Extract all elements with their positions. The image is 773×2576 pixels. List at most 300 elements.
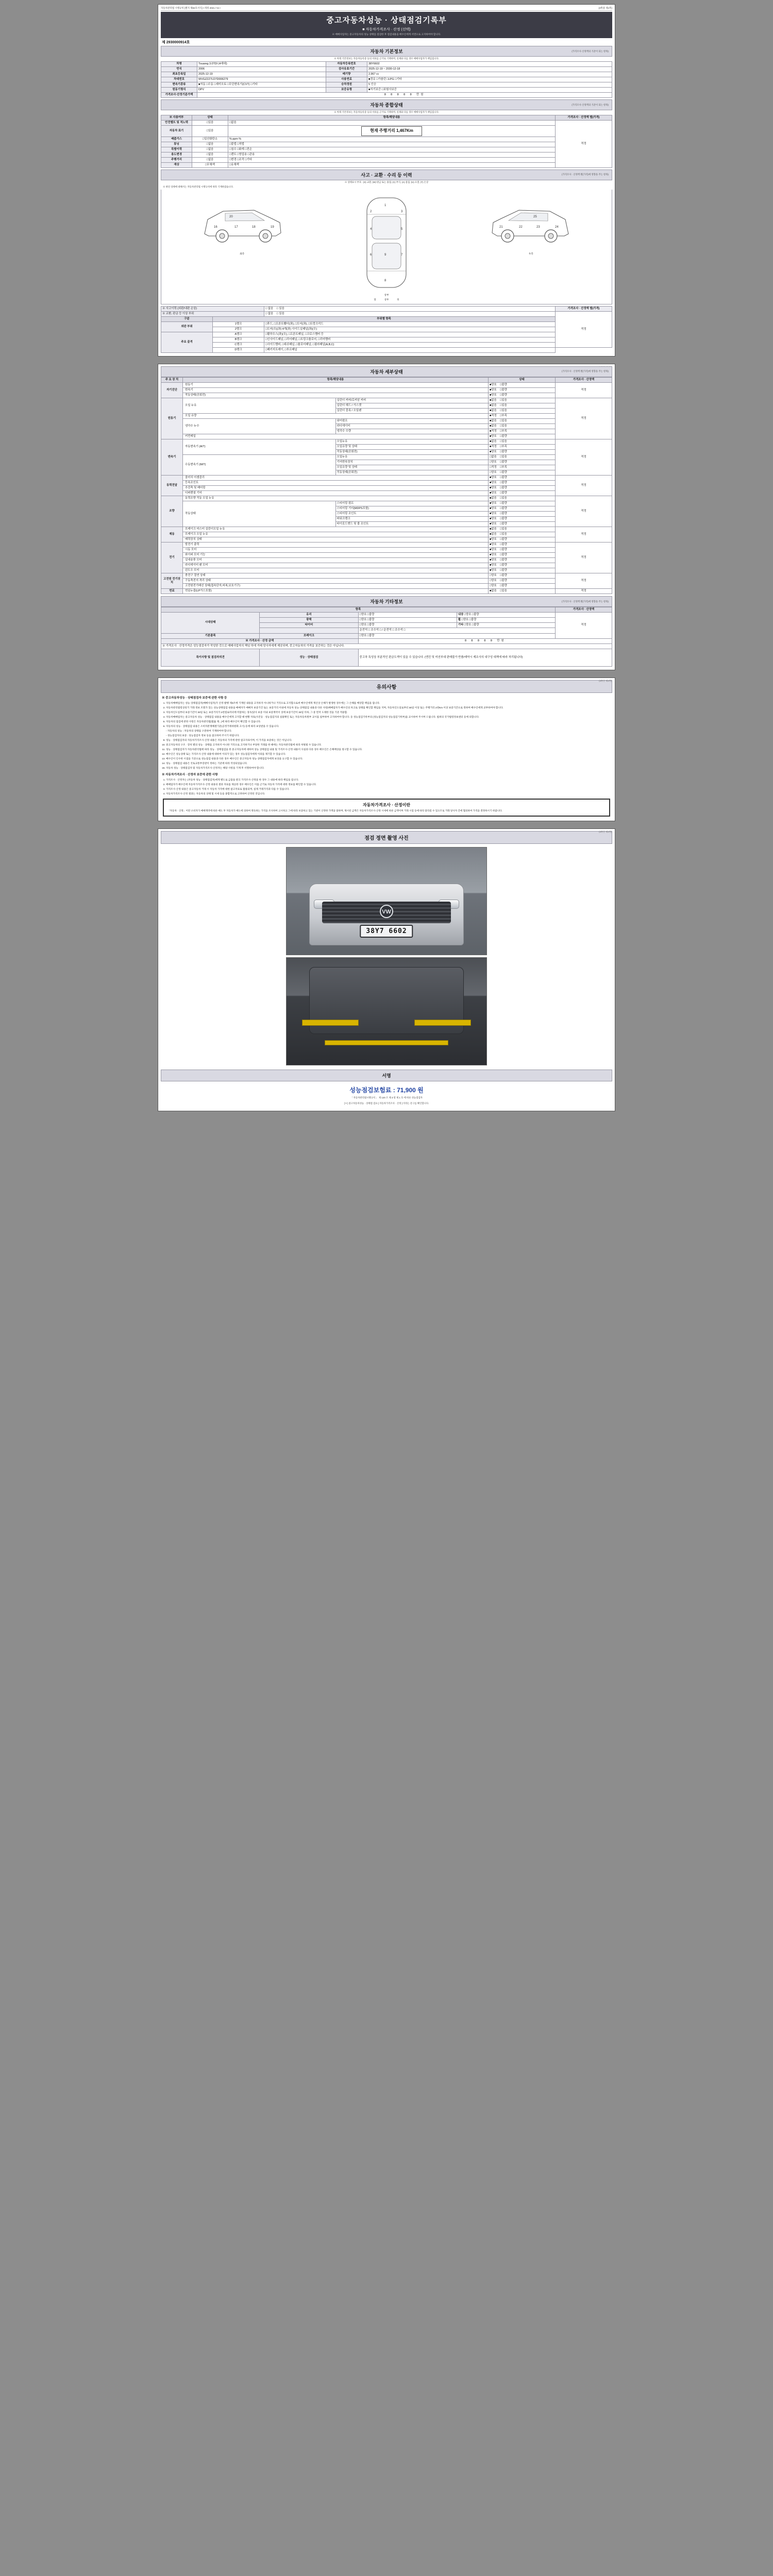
rank-a: A랭크 [213,332,264,337]
opt-good[interactable]: ■양호 [490,434,497,438]
status-master-cylinder-leak[interactable] [489,527,556,532]
opt-good[interactable]: ■양호 [490,564,497,567]
opt-low[interactable]: □부족 [500,466,507,469]
label-inspection-period: 검사유효기간 [326,67,367,72]
opt-yes[interactable]: □있음 [500,533,507,536]
status-steering-gear[interactable] [489,506,556,512]
table-row [161,496,612,501]
status-polish[interactable]: □양호 □불량 [358,618,457,623]
opt-bad[interactable]: □불량 [500,574,507,578]
status-steering-pump[interactable] [489,501,556,506]
opt-bad[interactable]: □불량 [500,383,507,386]
status-mt-oil-leak[interactable] [489,455,556,460]
opt-good[interactable]: ■양호 [490,476,497,480]
rank-a-items[interactable]: □휠하우스(좌)(우), □프론트패널, □크로스멤버 등 [264,332,556,337]
form-reference: 자동차관리법 시행규칙 [별지 제82호서식] <개정 2021.7.8.> [161,7,221,9]
row-label-mileage: 자동차 표기 [161,126,192,137]
group-steering: 조향 [161,496,183,527]
rank-2-items[interactable]: □도어(우)(좌) 4개(좌) 사이드실패널(좌)(우) [264,327,556,332]
col-part-items: 부위별 항목 [213,316,556,321]
status-etc-row[interactable] [457,623,555,628]
subitem-power-crank: 파워크랭크 [335,517,489,522]
table-row [161,649,612,666]
opt-bad[interactable]: □불량 [500,388,507,392]
opt-yes[interactable]: □있음 [500,398,507,402]
item-auto-transmission: 자동변속기 (A/T) [183,439,336,454]
table-row [161,137,612,142]
document-number: 제 2930000914호 [162,41,190,44]
svg-text:6: 6 [369,253,372,257]
status-tire[interactable]: □양호 □불량 [358,623,457,628]
opt-bad[interactable]: □불량 [500,512,507,516]
opt-good[interactable]: ■양호 [490,522,497,526]
status-fuel-leak[interactable] [489,589,556,594]
group-high-voltage: 고전원 전기장치 [161,573,183,589]
basic-info-hint: (가격조사·산정액의 기준이 되는 항목) [572,49,609,53]
status-water-pump[interactable] [489,418,556,423]
opt-yes[interactable]: □있음 [500,419,507,422]
status-gear-shift[interactable] [489,460,556,465]
opt-low[interactable]: □부족 [500,445,507,448]
status-clutch-assembly[interactable] [489,476,556,481]
col-detail: 항목/해당내용 [228,115,556,121]
rank-1-items[interactable]: □후드, □프론트휀더(좌), □도어(좌), □트렁크리드 [264,321,556,327]
opt-good[interactable]: □양호 [490,584,497,588]
opt-bad[interactable]: □불량 [500,476,507,480]
frame-option-none[interactable]: □ 없음 [265,312,274,315]
opt-good[interactable]: ■양호 [490,450,497,453]
item-battery-isolation: 구동축전지 격리 상태 [183,579,489,584]
detail-inspection-title: 자동차 세부상태 [370,369,403,375]
status-radiator-fan-motor[interactable] [489,563,556,568]
row-extra-special-history[interactable]: □침수 □화재 □전손 [228,147,556,152]
opt-none[interactable]: ■없음 [490,439,497,443]
opt-adequate[interactable]: ■적정 [490,414,497,417]
label-first-registration: 최초등록일 [161,72,197,77]
status-steering-joint[interactable] [489,512,556,517]
value-first-registration: 2025-12-19 [197,72,326,77]
page-4 [158,828,615,1111]
opt-none[interactable]: ■없음 [490,409,497,412]
opt-yes[interactable]: □있음 [500,497,507,500]
status-alternator-output[interactable] [489,543,556,548]
svg-text:20: 20 [229,215,233,218]
status-cylinder-cover[interactable] [489,398,556,403]
subitem-at-idle: 작동상태(공회전) [335,449,489,454]
opt-adequate[interactable]: ■적정 [490,429,497,433]
definition-box [163,799,610,817]
row-opts-seatbelt[interactable]: □있음 [192,121,228,126]
item-power-steering-leak: 동력조향 작동 오일 누유 [183,496,489,501]
value-vin: WVGZZZ7LD7D006279 [197,77,326,82]
value-transmission: ■자동 □수동 □세미오토 □무단변속기(CVT) □기타 [197,82,326,88]
opt-good[interactable]: ■양호 [490,569,497,572]
opt-good[interactable]: ■양호 [490,502,497,505]
opt-bad[interactable]: □불량 [500,558,507,562]
opt-none[interactable]: ■없음 [490,398,497,402]
valuation-condition: 적정 [556,121,612,168]
opt-bad[interactable]: □불량 [500,481,507,485]
opt-low[interactable]: □부족 [500,414,507,417]
svg-text:21: 21 [499,225,503,229]
status-starter-motor[interactable] [489,548,556,553]
table-row [161,327,612,332]
status-interior-row0[interactable] [457,613,555,618]
other-status-title: 자동차 기타정보 [370,599,403,605]
car-view-left-caption: 좌측 [240,252,245,255]
item-clutch-assembly: 클러치 어셈블리 [183,476,489,481]
subitem-steering-pump: 스티어링 펌프 [335,501,489,506]
row-opts-usage-change[interactable]: □없음 [192,152,228,157]
opt-good[interactable]: □양호 [490,471,497,474]
svg-text:8: 8 [384,279,386,282]
opt-good[interactable]: ■양호 [490,558,497,562]
value-year: 2006 [197,67,326,72]
status-power-steering-leak[interactable] [489,496,556,501]
other-status-table [161,607,612,666]
status-power-crank[interactable] [489,517,556,522]
opt-bad[interactable]: □불량 [500,471,507,474]
opt-none[interactable]: ■없음 [490,403,497,407]
item-coolant-leak: 냉각수 누수 [183,418,336,434]
opt-bad[interactable]: □불량 [500,486,507,490]
basic-info-title: 자동차 기본정보 [370,49,403,54]
item-hv-wiring: 고전원전기배선 상태(접속단자,피복,보호기구) [183,584,489,589]
photo-underbody-view[interactable] [286,957,487,1065]
row-opts-mileage[interactable]: □있음 [192,126,228,137]
opt-bad[interactable]: □불량 [500,564,507,567]
accident-detail-table [161,306,612,353]
status-idle-operation[interactable] [489,393,556,398]
status-wheel-row[interactable] [457,618,555,623]
table-row [161,382,612,387]
opt-good[interactable]: ■양호 [490,481,497,485]
opt-none[interactable]: ■없음 [490,589,497,593]
label-vin: 차대번호 [161,77,197,82]
opt-yes[interactable]: □있음 [500,409,507,412]
opt-bad[interactable]: □불량 [500,538,507,541]
svg-text:5: 5 [400,227,403,231]
inspection-fee-label: 성능점검보험료 : [349,1087,395,1094]
opt-good[interactable]: ■양호 [490,543,497,547]
opt-none[interactable]: ■없음 [490,497,497,500]
condition-hint: (가격조사·산정액의 기준이 되는 항목) [572,103,609,106]
valuation-steering: 적정 [556,496,612,527]
group-fuel: 연료 [161,589,183,594]
opt-yes[interactable]: □있음 [500,528,507,531]
opt-low[interactable]: □부족 [500,429,507,433]
status-charge-port-insulation[interactable] [489,573,556,579]
status-hv-wiring[interactable] [489,584,556,589]
valuation-powertrain: 적정 [556,476,612,496]
item-etc: 기타 [458,623,464,627]
opt-good[interactable]: ■양호 [490,538,497,541]
svg-text:3: 3 [400,210,403,213]
status-mt-oil-state[interactable] [489,465,556,470]
basic-info-band [161,46,612,57]
group-transmission: 변속기 [161,439,183,475]
mileage-display: 현재 주행거리 1,467Km [361,126,422,135]
table-row [161,633,612,638]
opt-yes[interactable]: □있음 [500,589,507,593]
status-coolant-amount[interactable] [489,429,556,434]
row-opts-emission[interactable]: □일산화탄소 [192,137,228,142]
opt-none[interactable]: □없음 [490,455,497,459]
item-oil-level: 오일 유량 [183,413,489,418]
frame-repair-label: ※ 교환, 판금 등 이상 부위 [161,311,264,316]
row-extra-odometer[interactable]: □변경 □조작 □기타 [228,157,556,162]
opt-good[interactable]: □양호 [490,461,497,464]
status-seat-position[interactable]: 운전석 □ 조수석 □ / 운전석 □ 조수석 □ [358,628,556,633]
group-brake: 제동 [161,527,183,543]
special-notes-value[interactable]: 중고차 특성상 부분적인 판금도색이 있을 수 있습니다. (엔진 및 미션부대 판매불가 반품/예약시 제조사의 내구성 대책에 따라 처리됩니다) [358,649,612,666]
row-label-special-history: 특별이력 [161,147,192,152]
table-row [161,82,612,88]
status-brake-std[interactable]: □양호 □불량 [358,633,556,638]
status-transmission-diag[interactable] [489,387,556,393]
table-row [161,455,612,460]
total-valuation-note: ※ 가격조사 · 산정가격은 성능점검자가 작성한 것으로 매매사업자의 책임 하에 거래 당사자에게 제공되며, 중고자동차의 가격을 보증하는 것은 아닙니다. [161,643,612,649]
item-blower-motor: 실내송풍 모터 [183,558,489,563]
item-tire: 타이어 [260,623,358,628]
opt-bad[interactable]: □불량 [500,434,507,438]
row-extra-usage-change[interactable]: □렌트 □영업용 □관용 [228,152,556,157]
car-view-top [356,194,417,297]
svg-text:19: 19 [270,225,274,229]
opt-good[interactable]: ■양호 [490,383,497,386]
row-opts-odometer[interactable]: □없음 [192,157,228,162]
table-row [161,638,612,643]
label-displacement: 배기량 [326,72,367,77]
table-row [161,579,612,584]
opt-bad[interactable]: □불량 [500,579,507,583]
status-at-idle[interactable] [489,449,556,454]
rank-b-items[interactable]: □인사이드패널, □리어패널, □트렁크플로어, □리어멤버 [264,337,556,342]
value-platenumber: 38Y6602 [367,62,612,67]
car-side-left-svg [198,194,286,250]
opt-good[interactable]: ■양호 [490,512,497,516]
accident-valuation-value: 적정 [556,311,612,347]
rank-c: C랭크 [213,342,264,347]
row-opts-tuning[interactable]: □없음 [192,142,228,147]
valuation-engine: 적정 [556,398,612,439]
table-row [161,537,612,543]
table-row [161,342,612,347]
item-propeller-shaft: 추진축 및 베어링 [183,486,489,491]
page-3-corner-note: (3쪽중 제1쪽) [599,679,612,682]
opt-bad[interactable]: □불량 [500,569,507,572]
list-item: 2. 매매업자가 매수인에 자동차가격조사·산정 내용의 결과 자료를 제공한 경우 매수인은 이를 근거로 자동차 가격에 대한 정보를 확인할 수 있습니다. [166,783,612,786]
footer-note-1: 「 자동차관리법시행규칙 」 제 120 조 제 3 항 제 1 호 에 따른 성능점검자 [350,1096,423,1099]
item-common-rail: 커먼레일 [183,434,489,439]
row-extra-color[interactable]: □유채색 [228,162,556,167]
group-standard-items: 기본품목 [161,633,260,638]
frame-option-yes[interactable]: □ 있음 [276,312,284,315]
item-wheel: 휠 [458,618,461,622]
status-blower-motor[interactable] [489,558,556,563]
opt-bad[interactable]: □불량 [500,517,507,521]
label-seats: 승차정원 [326,82,367,88]
status-common-rail[interactable] [489,434,556,439]
subitem-mt-oil-leak: 오일누유 [335,455,489,460]
opt-bad[interactable]: □불량 [500,450,507,453]
status-engine-diag[interactable] [489,382,556,387]
status-wheel[interactable]: □양호 □불량 [461,618,477,622]
opt-bad[interactable]: □불량 [500,461,507,464]
table-row [161,491,612,496]
status-booster-state[interactable] [489,537,556,543]
row-extra-seatbelt[interactable]: □없음 [228,121,556,126]
table-row [161,558,612,563]
status-at-oil-leak[interactable] [489,439,556,444]
rank-d-items[interactable]: □패키지트레이, □루프패널 [264,347,556,352]
label-warranty: 보증유형 [326,88,367,93]
crash-history-options[interactable] [264,306,556,311]
row-label-odometer: 주행거리 [161,157,192,162]
table-row [161,152,612,157]
inspection-fee-line [161,1081,612,1096]
table-row [161,527,612,532]
page-title: 중고자동차성능 · 상태점검기록부 [326,16,447,25]
row-opts-color[interactable]: □무채색 [192,162,228,167]
rank-1: 1랭크 [213,321,264,327]
crash-option-none[interactable]: □ 없음 [265,307,274,310]
status-glass[interactable]: □양호 □불량 [358,613,457,618]
subitem-tie-rod-end: 타이로드엔드 및 볼 조인트 [335,522,489,527]
col-valuation: 가격조사 · 산정액 별(가격) [556,115,612,121]
opt-good[interactable]: □양호 [490,574,497,578]
legend-top: 상부 [384,298,389,301]
status-etc[interactable]: □양호 □불량 [464,623,479,627]
item-master-cylinder-leak: 브레이크 마스터 실린더오일 누유 [183,527,489,532]
row-opts-special-history[interactable]: □없음 [192,147,228,152]
item-oil-leak: 오일 누유 [183,398,336,413]
opt-bad[interactable]: □불량 [500,522,507,526]
opt-good[interactable]: ■양호 [490,393,497,397]
list-item: 1. 가격조사 · 산정자는 (자동차 성능 · 상태점검자)에게 별도로 금품을 받고 가격조사·산정을 한 경우 그 내용에 따라 책임을 집니다. [166,778,612,782]
opt-good[interactable]: ■양호 [490,388,497,392]
status-interior[interactable]: □양호 □불량 [464,613,479,617]
opt-good[interactable]: ■양호 [490,507,497,511]
table-row [161,88,612,93]
car-view-right [487,194,575,256]
item-steering-operation: 작동상태 [183,501,336,527]
license-plate: 38Y7 6602 [360,925,413,938]
status-wiper-motor[interactable] [489,553,556,558]
page-subnote: ※ 매매사업자는 중고자동차의 성능·상태를 점검한 후 점검내용을 매수인에게 서면으로 고지하여야 합니다. [332,33,441,36]
opt-bad[interactable]: □불량 [500,502,507,505]
table-row [161,418,612,423]
table-row [161,573,612,579]
opt-good[interactable]: ■양호 [490,548,497,552]
table-row [161,553,612,558]
opt-bad[interactable]: □불량 [500,584,507,588]
status-radiator[interactable] [489,423,556,429]
table-row [161,93,612,98]
opt-bad[interactable]: □불량 [500,553,507,557]
status-brake-oil-leak[interactable] [489,532,556,537]
guide-section-2-list [161,778,612,795]
total-valuation-value: 0 0 0 0 0 만원 [358,638,612,643]
col-inspection-valuation: 가격조사 · 산정액 [556,377,612,382]
frame-repair-options[interactable] [264,311,556,316]
status-battery-isolation[interactable] [489,579,556,584]
list-item: 11. 성능 · 상태점검자가 자동차관리법에 따라 성능 · 상태점검을 한 중고자동차에 대하여 성능 상태점검 내용 및 가격조사·산정 내용이 사실과 다른 경우 매수인은 손해배상을 청구할 수 있습니다. [166,748,612,751]
status-window-motor[interactable] [489,568,556,573]
legend-rear: 뒤 [397,298,399,301]
opt-none[interactable]: ■없음 [490,528,497,531]
value-engine-type: DPV [197,88,326,93]
opt-yes[interactable]: □있음 [500,403,507,407]
opt-none[interactable]: ■없음 [490,419,497,422]
item-interior: 내장 [458,613,464,617]
condition-table [161,115,612,168]
list-item: 14. 성능 · 상태점검 내용은 국토교통부장관이 정하는 기준에 따라 작성되었습니다. [166,761,612,765]
status-cylinder-head[interactable] [489,403,556,408]
opt-good[interactable]: ■양호 [490,517,497,521]
status-mt-idle[interactable] [489,470,556,476]
rank-2: 2랭크 [213,327,264,332]
definition-body: 「자동차 · 산정」이란 소비자가 매매계약에 따른 매도 후 자동차가 매도에 의하여 취득하는 가격을 조사하여 고시하고 그에 따라 보증하고 있는 기관이 산정한 가액을 말하며, 제시된 금액은 자동차가격조사·산정 시세에 따른 금액이며 거래 시점 등에 따라 달라질 수 있으므로 거래 당사자 간에 협의하여 가격을 결정하시기 바랍니다. [167,809,502,812]
status-tie-rod-end[interactable] [489,522,556,527]
opt-bad[interactable]: □불량 [500,543,507,547]
opt-bad[interactable]: □불량 [500,507,507,511]
row-extra-tuning[interactable]: □불법 □적법 [228,142,556,147]
opt-bad[interactable]: □불량 [500,548,507,552]
item-polish: 광택 [260,618,358,623]
status-differential-gear[interactable] [489,491,556,496]
opt-yes[interactable]: □있음 [500,424,507,428]
opt-yes[interactable]: □있음 [500,439,507,443]
item-starter-motor: 시동 모터 [183,548,489,553]
photo-front-view[interactable] [286,847,487,955]
status-at-oil-state[interactable] [489,444,556,449]
opt-good[interactable]: □양호 [490,579,497,583]
list-item: 6. 자동차의 성능 · 상태점검 내용은 소비자분쟁해결기준(공정거래위원회 고시) 등에 따라 보상받을 수 있습니다. [166,724,612,728]
opt-good[interactable]: ■양호 [490,553,497,557]
list-item: 2. 자동차관리법령상의거 거래 정보 조회가 있는 성능상태점검 내용을 매매자가 매매자 보증기간 또는 보증거리 이내에 자동차 성능·상태점검 내용과 다른 사항(매매업자가 매수인의 차고로 상태를 확인할 책임을 지며, 자동차인도일로부터 30일 이상 또는 주행거리 2천Km 이상 보증기간으로 정하여 매수인에게 교부하여야 합니다. [166,706,612,709]
opt-adequate[interactable]: ■적정 [490,445,497,448]
opt-yes[interactable]: □있음 [500,455,507,459]
crash-option-yes[interactable]: □ 있음 [276,307,284,310]
opt-bad[interactable]: □불량 [500,393,507,397]
opt-good[interactable]: ■양호 [490,486,497,490]
status-propeller-shaft[interactable] [489,486,556,491]
opt-good[interactable]: ■양호 [490,492,497,495]
opt-bad[interactable]: □불량 [500,492,507,495]
list-item: 12. 매수인은 성능상태 또는 가격조사·산정 내용에 대하여 이의가 있는 경우 성능점검자에게 이의를 제기할 수 있습니다. [166,752,612,756]
table-row [161,393,612,398]
status-cylinder-block[interactable] [489,408,556,413]
table-row [161,481,612,486]
table-row [161,548,612,553]
subitem-steering-gear: 스티어링 기어(MDPS포함) [335,506,489,512]
car-top-svg [356,194,417,292]
status-oil-level[interactable] [489,413,556,418]
opt-none[interactable]: ■없음 [490,533,497,536]
opt-none[interactable]: ■없음 [490,424,497,428]
opt-adequate[interactable]: □적정 [490,466,497,469]
col-major-device: 주 요 장 치 [161,377,183,382]
rank-c-items[interactable]: □사이드멤버, □대쉬패널, □플로어패널, □필라패널(A,B,C) [264,342,556,347]
list-item: - 자동차의 성능 : 자동차의 상태를 구분하여 기재하여야 합니다. [166,729,232,732]
page-3 [158,677,615,822]
value-base-price: 0 0 0 0 0 만원 [197,93,612,98]
guide-title: 유의사항 [161,680,612,693]
detail-inspection-hint: (가격조사 · 산정액 별(가격)에 영향을 주는 항목) [562,370,609,373]
status-cv-joint[interactable] [489,481,556,486]
table-row [161,157,612,162]
